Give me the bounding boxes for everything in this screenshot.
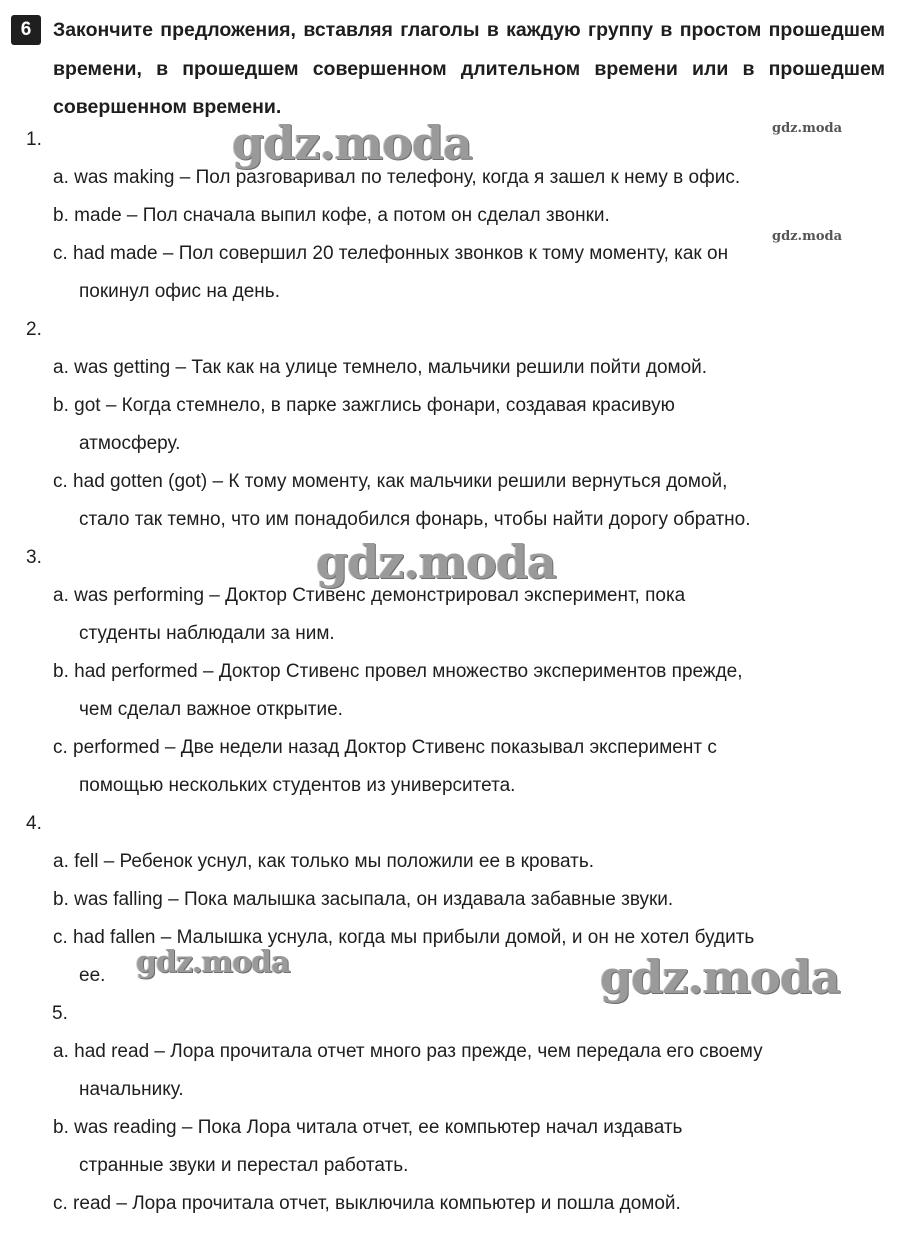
answer-item <box>53 387 886 463</box>
answer-text: a. was making – Пол разговаривал по телефону, когда я зашел к нему в офис. <box>53 167 741 188</box>
answer-item <box>53 159 886 197</box>
answer-item <box>53 1109 886 1185</box>
group-number: 4. <box>26 813 42 834</box>
answer-text: b. got – Когда стемнело, в парке зажглись фонари, создавая красивую <box>53 395 675 416</box>
answer-text: c. performed – Две недели назад Доктор Стивенс показывал эксперимент с <box>53 737 717 758</box>
answer-continuation: студенты наблюдали за ним. <box>79 623 335 644</box>
answer-text: c. read – Лора прочитала отчет, выключила компьютер и пошла домой. <box>53 1193 681 1214</box>
group-number: 5. <box>52 1003 68 1024</box>
answer-text: c. had made – Пол совершил 20 телефонных звонков к тому моменту, как он <box>53 243 729 264</box>
answer-group <box>26 539 886 805</box>
answer-group <box>26 311 886 539</box>
answer-text: a. was getting – Так как на улице темнело, мальчики решили пойти домой. <box>53 357 708 378</box>
answer-continuation: покинул офис на день. <box>79 281 280 302</box>
answer-item <box>53 843 886 881</box>
answer-item <box>53 349 886 387</box>
answer-continuation: помощью нескольких студентов из университета. <box>79 775 516 796</box>
watermark: gdz.moda <box>772 121 843 136</box>
answers-list <box>26 121 886 1223</box>
answer-item <box>53 919 886 995</box>
answer-item <box>53 729 886 805</box>
watermark: gdz.moda <box>232 116 472 170</box>
task-number-badge: 6 <box>11 15 41 45</box>
answer-continuation: чем сделал важное открытие. <box>79 699 343 720</box>
answer-continuation: ее. <box>79 965 106 986</box>
answer-text: a. fell – Ребенок уснул, как только мы положили ее в кровать. <box>53 851 595 872</box>
answer-item <box>53 881 886 919</box>
watermark: gdz.moda <box>772 229 843 244</box>
answer-text: a. had read – Лора прочитала отчет много раз прежде, чем передала его своему <box>53 1041 763 1062</box>
answer-continuation: странные звуки и перестал работать. <box>79 1155 409 1176</box>
answer-text: c. had gotten (got) – К тому моменту, как мальчики решили вернуться домой, <box>53 471 728 492</box>
answer-text: b. was falling – Пока малышка засыпала, он издавала забавные звуки. <box>53 889 674 910</box>
answer-continuation: стало так темно, что им понадобился фонарь, чтобы найти дорогу обратно. <box>79 509 751 530</box>
answer-text: b. was reading – Пока Лора читала отчет, ее компьютер начал издавать <box>53 1117 683 1138</box>
answer-item <box>53 653 886 729</box>
group-number: 3. <box>26 547 42 568</box>
answer-text: c. had fallen – Малышка уснула, когда мы прибыли домой, и он не хотел будить <box>53 927 755 948</box>
answer-group <box>26 995 886 1223</box>
watermark: gdz.moda <box>316 535 556 589</box>
group-number: 2. <box>26 319 42 340</box>
answer-item <box>53 235 886 311</box>
answer-text: a. was performing – Доктор Стивенс демонстрировал эксперимент, пока <box>53 585 686 606</box>
answer-item <box>53 577 886 653</box>
answer-group <box>26 805 886 995</box>
answer-group <box>26 121 886 311</box>
answer-item <box>53 463 886 539</box>
answer-continuation: атмосферу. <box>79 433 181 454</box>
answer-continuation: начальнику. <box>79 1079 184 1100</box>
answer-item <box>53 1033 886 1109</box>
task-instruction: Закончите предложения, вставляя глаголы в каждую группу в простом прошедшем времени, в прошедшем совершенном длительном времени или в прошедшем совершенном времени. <box>53 19 885 118</box>
answer-item <box>53 197 886 235</box>
answer-item <box>53 1185 886 1223</box>
watermark: gdz.moda <box>136 945 290 980</box>
answer-text: b. had performed – Доктор Стивенс провел множество экспериментов прежде, <box>53 661 743 682</box>
watermark: gdz.moda <box>600 950 840 1004</box>
answer-text: b. made – Пол сначала выпил кофе, а потом он сделал звонки. <box>53 205 610 226</box>
task-header <box>11 11 885 127</box>
group-number: 1. <box>26 129 42 150</box>
